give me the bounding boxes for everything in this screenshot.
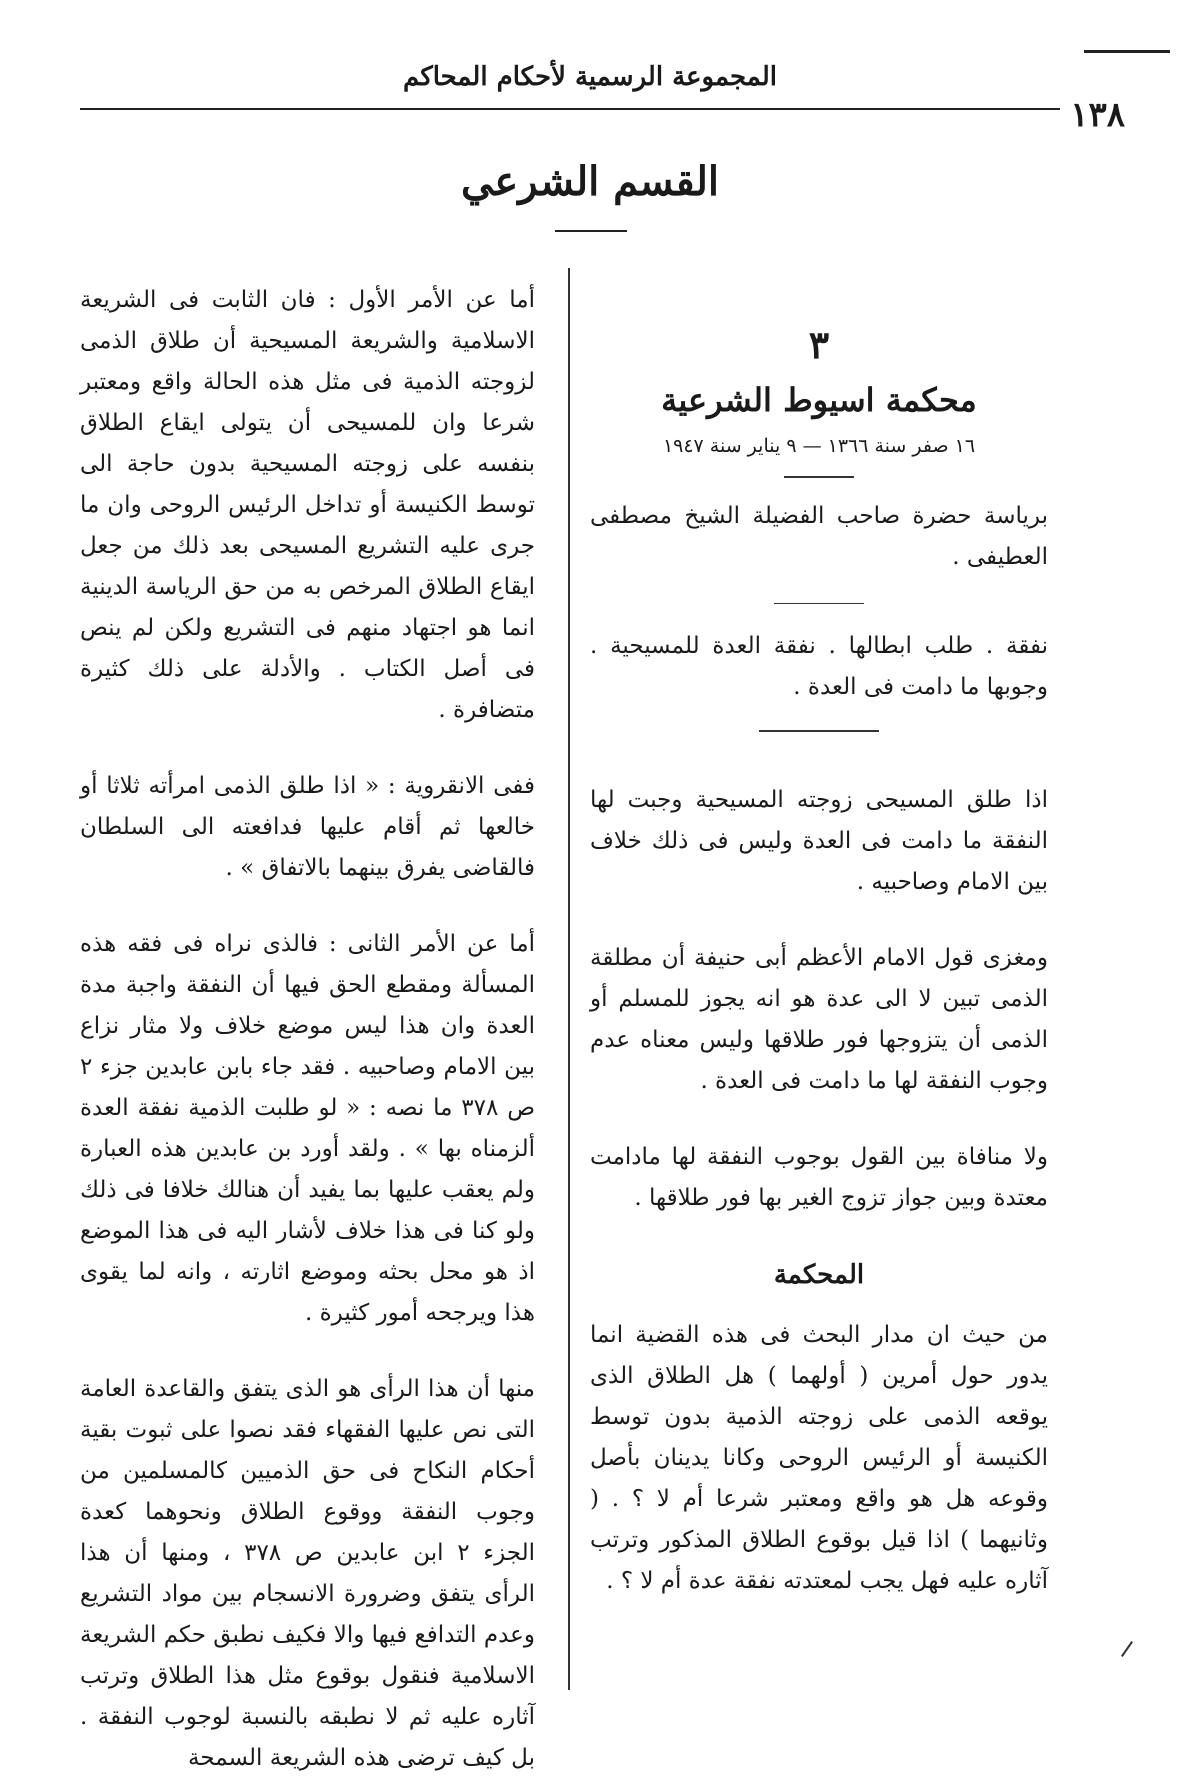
page-number: ١٣٨ <box>1070 95 1125 135</box>
section-title-rule <box>555 230 627 232</box>
case-number: ٣ <box>808 322 830 367</box>
column-divider <box>568 268 570 1690</box>
body-paragraph: منها أن هذا الرأى هو الذى يتفق والقاعدة العامة التى نص عليها الفقهاء فقد نصوا على ثبوت بقية أحكام النكاح فى حق الذميين كالمسلمين من وجوب النفقة ووقوع الطلاق ونحوهما كعدة الجزء ٢ ابن عابدين ص ٣٧٨ ، ومنها أن هذا الرأى يتفق وضرورة الانسجام بين مواد التشريع وعدم التدافع فيها والا فكيف نطبق حكم الشريعة الاسلامية فنقول بوقوع مثل هذا الطلاق وترتب آثاره عليه ثم لا نطبقه بالنسبة لوجوب النفقة . بل كيف ترضى هذه الشريعة السمحة <box>79 1376 535 1771</box>
right-column <box>590 320 1048 1602</box>
keywords: نفقة . طلب ابطالها . نفقة العدة للمسيحية . وجوبها ما دامت فى العدة . <box>590 633 1048 700</box>
corner-rule <box>1084 50 1170 53</box>
body-paragraph: أما عن الأمر الأول : فان الثابت فى الشريعة الاسلامية والشريعة المسيحية أن طلاق الذمى لزوجته الذمية فى مثل هذه الحالة واقع ومعتبر شرعا وان للمسيحى أن يتولى ايقاع الطلاق بنفسه على زوجته المسيحية بدون حاجة الى توسط الكنيسة أو تداخل الرئيس الروحى وان ما جرى عليه التشريع المسيحى بعد ذلك من جعل ايقاع الطلاق المرخص به من حق الرياسة الدينية انما هو اجتهاد منهم فى التشريع ولكن لم ينص فى أصل الكتاب . والأدلة على ذلك كثيرة متضافرة . <box>80 287 535 723</box>
summary-paragraph: ومغزى قول الامام الأعظم أبى حنيفة أن مطلقة الذمى تبين لا الى عدة هو انه يجوز للمسلم أو الذمى أن يتزوجها فور طلاقها وليس معناه عدم وجوب النفقة لها ما دامت فى العدة . <box>590 944 1048 1094</box>
summary-paragraph: ولا منافاة بين القول بوجوب النفقة لها مادامت معتدة وبين جواز تزوج الغير بها فور طلاقها . <box>590 1143 1048 1211</box>
case-date: ١٦ صفر سنة ١٣٦٦ — ٩ يناير سنة ١٩٤٧ <box>662 435 976 457</box>
running-title: المجموعة الرسمية لأحكام المحاكم <box>403 62 777 92</box>
edge-mark <box>1121 1641 1133 1657</box>
judgment-body: من حيث ان مدار البحث فى هذه القضية انما يدور حول أمرين ( أولهما ) هل الطلاق الذى يوقعه الذمى على زوجته الذمية بدون توسط الكنيسة أو الرئيس الروحى وكانا يدينان بأصل وقوعه هل هو واقع ومعتبر شرعا أم لا ؟ . ( وثانيهما ) اذا قيل بوقوع الطلاق المذكور وترتب آثاره عليه فهل يجب لمعتدته نفقة عدة أم لا ؟ . <box>590 1321 1048 1594</box>
keywords-rule <box>759 730 879 732</box>
body-paragraph: ففى الانقروية : « اذا طلق الذمى امرأته ثلاثا أو خالعها ثم أقام عليها فدافعته الى السلطان فالقاضى يفرق بينهما بالاتفاق » . <box>80 773 535 881</box>
left-column <box>80 280 535 1779</box>
section-title: القسم الشرعي <box>460 158 720 205</box>
presidency-rule <box>774 603 864 605</box>
summary-paragraph: اذا طلق المسيحى زوجته المسيحية وجبت لها النفقة ما دامت فى العدة وليس فى ذلك خلاف بين الامام وصاحبيه . <box>590 786 1048 895</box>
judgment-heading: المحكمة <box>773 1259 865 1290</box>
date-rule <box>784 476 854 478</box>
body-paragraph: أما عن الأمر الثانى : فالذى نراه فى فقه هذه المسألة ومقطع الحق فيها أن النفقة واجبة مدة العدة وان هذا ليس موضع خلاف ولا مثار نزاع بين الامام وصاحبيه . فقد جاء بابن عابدين جزء ٢ ص ٣٧٨ ما نصه : « لو طلبت الذمية نفقة العدة ألزمناه بها » . ولقد أورد بن عابدين هذه العبارة ولم يعقب عليها بما يفيد أن هنالك خلافا فى ذلك ولو كنا فى هذا خلاف لأشار اليه فى هذا الموضع اذ هو محل بحثه وموضع اثارته ، وانه لما يقوى هذا ويرجحه أمور كثيرة . <box>80 931 535 1326</box>
presidency-line: برياسة حضرة صاحب الفضيلة الشيخ مصطفى العطيفى . <box>590 502 1048 570</box>
court-name: محكمة اسيوط الشرعية <box>661 381 977 419</box>
header-rule <box>80 108 1060 110</box>
